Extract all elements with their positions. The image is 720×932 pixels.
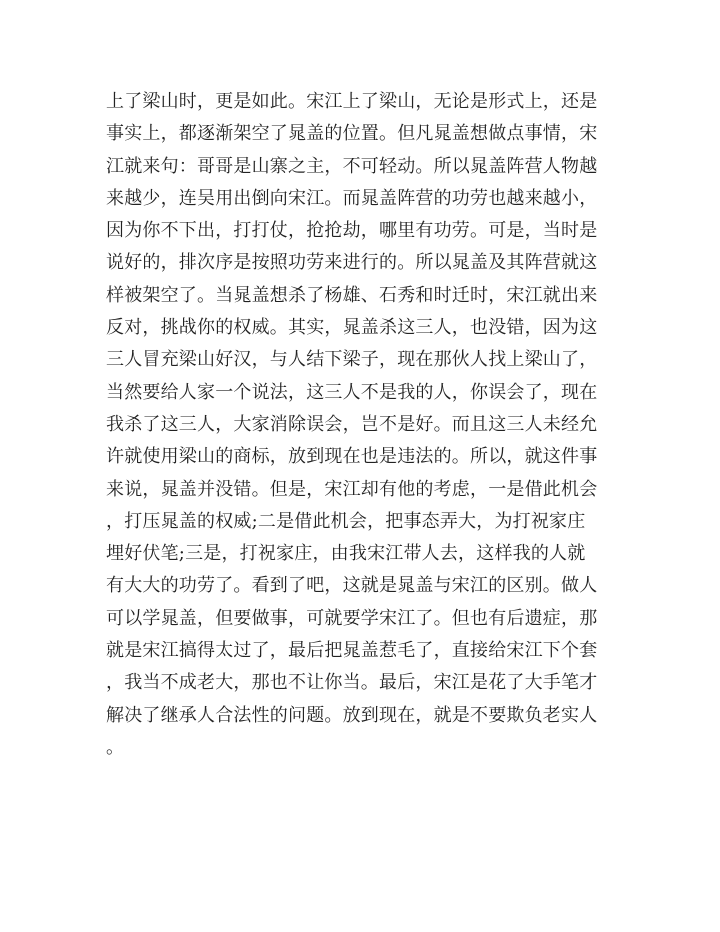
text-line: 上了梁山时，更是如此。宋江上了梁山，无论是形式上，还是 — [106, 91, 598, 112]
text-line: 来说，晁盖并没错。但是，宋江却有他的考虑，一是借此机会 — [106, 478, 598, 500]
text-line: 事实上，都逐渐架空了晁盖的位置。但凡晁盖想做点事情，宋 — [106, 123, 598, 145]
text-line: 说好的，排次序是按照功劳来进行的。所以晁盖及其阵营就这 — [106, 252, 598, 274]
text-line: 就是宋江搞得太过了，最后把晁盖惹毛了，直接给宋江下个套 — [106, 640, 598, 662]
body-paragraph — [106, 86, 626, 764]
text-line: 样被架空了。当晁盖想杀了杨雄、石秀和时迁时，宋江就出来 — [106, 284, 598, 306]
text-line: 反对，挑战你的权威。其实，晁盖杀这三人，也没错，因为这 — [106, 317, 598, 339]
text-line: 我杀了这三人，大家消除误会，岂不是好。而且这三人未经允 — [106, 413, 598, 435]
text-line: 有大大的功劳了。看到了吧，这就是晁盖与宋江的区别。做人 — [106, 575, 598, 597]
text-line: 许就使用梁山的商标，放到现在也是违法的。所以，就这件事 — [106, 446, 598, 468]
text-line: 三人冒充梁山好汉，与人结下梁子，现在那伙人找上梁山了， — [106, 349, 598, 371]
text-line: 可以学晁盖，但要做事，可就要学宋江了。但也有后遗症，那 — [106, 607, 598, 629]
text-line: 来越少，连吴用出倒向宋江。而晁盖阵营的功劳也越来越小， — [106, 187, 598, 209]
text-line: 当然要给人家一个说法，这三人不是我的人，你误会了，现在 — [106, 381, 598, 403]
text-line: ，打压晁盖的权威;二是借此机会，把事态弄大，为打祝家庄 — [106, 510, 586, 532]
text-line: 因为你不下出，打打仗，抢抢劫，哪里有功劳。可是，当时是 — [106, 220, 598, 242]
text-line: ，我当不成老大，那也不让你当。最后，宋江是花了大手笔才 — [106, 672, 598, 694]
text-line: 江就来句：哥哥是山寨之主，不可轻动。所以晁盖阵营人物越 — [106, 155, 598, 177]
text-line: 埋好伏笔;三是，打祝家庄，由我宋江带人去，这样我的人就 — [106, 543, 586, 565]
text-line: 。 — [106, 736, 125, 758]
text-line: 解决了继承人合法性的问题。放到现在，就是不要欺负老实人 — [106, 704, 598, 726]
